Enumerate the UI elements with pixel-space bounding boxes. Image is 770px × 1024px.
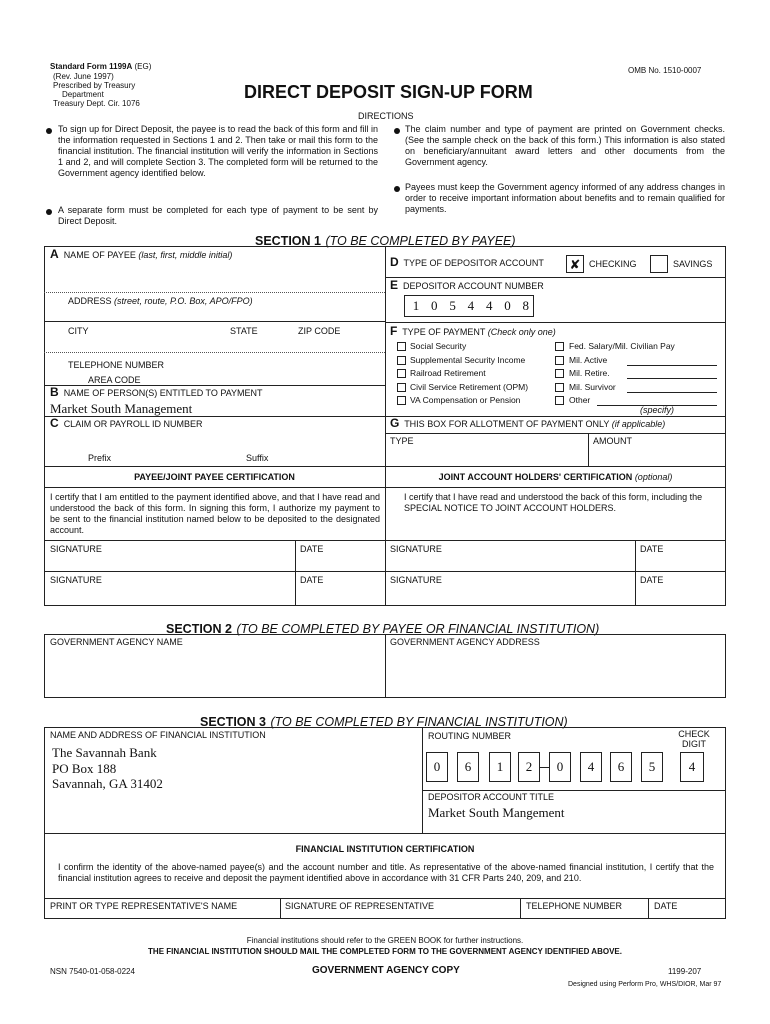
direction-2: A separate form must be completed for each type of payment to be sent by Direct Deposit.: [58, 205, 378, 226]
joint-cert-text: I certify that I have read and understood the back of this form, including the SPECIAL NOTICE TO JOINT ACCOUNT HOLDERS.: [404, 492, 703, 513]
field-allotment: G THIS BOX FOR ALLOTMENT OF PAYMENT ONLY (if applicable): [390, 416, 666, 430]
check-mark-icon: ✘: [569, 257, 581, 272]
routing-digit-box[interactable]: 2: [518, 752, 540, 782]
routing-digit-box[interactable]: 0: [549, 752, 571, 782]
fi-cert-text: I confirm the identity of the above-named payee(s) and the account number and title. As representative of the above-named financial institution, I certify that the financial institution agrees to receive and deposit the payment identified above in accordance with 31 CFR Parts 240, 209, and 210.: [58, 862, 714, 883]
payment-type-checkbox[interactable]: [397, 356, 406, 365]
bullet-icon: [394, 128, 400, 134]
payment-type-label: Civil Service Retirement (OPM): [410, 381, 529, 392]
field-state[interactable]: STATE: [230, 326, 258, 336]
payment-type-label: Fed. Salary/Mil. Civilian Pay: [569, 341, 675, 351]
routing-digit-box[interactable]: 0: [426, 752, 448, 782]
field-rep-name[interactable]: PRINT OR TYPE REPRESENTATIVE'S NAME: [50, 901, 238, 911]
payment-type-line[interactable]: [627, 378, 717, 379]
payment-type-checkbox[interactable]: [555, 342, 564, 351]
routing-digit-box[interactable]: 6: [610, 752, 632, 782]
payee-cert-text: I certify that I am entitled to the payment identified above, and that I have read and understood the back of this form. In signing this form, I authorize my payment to be sent to the financial institution named below to be deposited to the designated account.: [50, 492, 380, 535]
green-book-note: Financial institutions should refer to the GREEN BOOK for further instructions.: [246, 936, 524, 945]
joint-date-1[interactable]: DATE: [640, 544, 664, 554]
payee-date-2[interactable]: DATE: [300, 575, 324, 585]
joint-signature-1[interactable]: SIGNATURE: [390, 544, 442, 554]
check-digit-box[interactable]: 4: [680, 752, 704, 782]
bullet-icon: [46, 128, 52, 134]
bullet-icon: [394, 186, 400, 192]
routing-dash: [540, 767, 549, 768]
directions-heading: DIRECTIONS: [358, 111, 414, 121]
treasury-cir: Treasury Dept. Cir. 1076: [53, 99, 140, 108]
joint-date-2[interactable]: DATE: [640, 575, 664, 585]
field-account-number: E DEPOSITOR ACCOUNT NUMBER: [390, 278, 544, 292]
fi-po-box: PO Box 188: [52, 760, 117, 776]
designed-by: Designed using Perform Pro, WHS/DIOR, Mar 97: [568, 981, 722, 988]
nsn-number: NSN 7540-01-058-0224: [50, 967, 135, 976]
check-digit-label: CHECK DIGIT: [678, 729, 710, 749]
payment-type-label: Other: [569, 395, 591, 405]
field-rep-date[interactable]: DATE: [654, 901, 678, 911]
direction-4: Payees must keep the Government agency informed of any address changes in order to receive important information about benefits and to remain qualified for payments.: [405, 182, 725, 214]
specify-label: (specify): [640, 405, 675, 415]
checking-label: CHECKING: [589, 259, 637, 269]
fi-cert-title: FINANCIAL INSTITUTION CERTIFICATION: [295, 844, 475, 854]
copy-label: GOVERNMENT AGENCY COPY: [312, 965, 460, 976]
form-id: 1199-207: [668, 967, 702, 976]
field-payment-type: F TYPE OF PAYMENT (Check only one): [390, 324, 556, 338]
payment-type-checkbox[interactable]: [397, 342, 406, 351]
field-allotment-type[interactable]: TYPE: [390, 436, 414, 446]
section1-heading: SECTION 1 (TO BE COMPLETED BY PAYEE): [255, 234, 516, 248]
acct-title-label: DEPOSITOR ACCOUNT TITLE: [428, 792, 555, 802]
field-allotment-amount[interactable]: AMOUNT: [593, 436, 632, 446]
payment-type-label: VA Compensation or Pension: [410, 395, 521, 405]
field-telephone[interactable]: TELEPHONE NUMBER: [68, 360, 165, 370]
field-zip-code[interactable]: ZIP CODE: [298, 326, 341, 336]
field-agency-address[interactable]: GOVERNMENT AGENCY ADDRESS: [390, 637, 540, 647]
routing-number-label: ROUTING NUMBER: [428, 731, 511, 741]
routing-digit-box[interactable]: 5: [641, 752, 663, 782]
mail-notice: THE FINANCIAL INSTITUTION SHOULD MAIL THE COMPLETED FORM TO THE GOVERNMENT AGENCY IDENTIFIED ABOVE.: [148, 947, 622, 956]
field-city[interactable]: CITY: [68, 326, 89, 336]
payment-type-line[interactable]: [627, 392, 717, 393]
payee-date-1[interactable]: DATE: [300, 544, 324, 554]
field-claim-id[interactable]: C CLAIM OR PAYROLL ID NUMBER: [50, 416, 203, 430]
prescribed-dept: Department: [62, 90, 104, 99]
payment-type-label: Social Security: [410, 341, 467, 351]
account-digit: 0: [431, 298, 438, 313]
payee-signature-2[interactable]: SIGNATURE: [50, 575, 102, 585]
bullet-icon: [46, 209, 52, 215]
payment-type-label: Mil. Retire.: [569, 368, 610, 378]
form-number: Standard Form 1199A (EG): [50, 62, 152, 71]
checking-checkbox[interactable]: [566, 255, 584, 273]
account-digit: 4: [467, 298, 475, 313]
area-code-label: AREA CODE: [88, 375, 141, 385]
page-title: DIRECT DEPOSIT SIGN-UP FORM: [244, 82, 533, 102]
fi-address-block[interactable]: [52, 745, 163, 792]
account-digit: 0: [504, 298, 511, 313]
section2-heading: SECTION 2 (TO BE COMPLETED BY PAYEE OR FINANCIAL INSTITUTION): [166, 622, 600, 636]
revision: (Rev. June 1997): [53, 72, 114, 81]
payment-type-label: Mil. Active: [569, 354, 608, 365]
payment-type-checkbox[interactable]: [397, 369, 406, 378]
prefix-label: Prefix: [88, 453, 112, 463]
payment-type-label: Mil. Survivor: [569, 381, 616, 392]
routing-digit-box[interactable]: 1: [489, 752, 511, 782]
payment-type-label: Railroad Retirement: [410, 368, 486, 378]
field-address[interactable]: ADDRESS (street, route, P.O. Box, APO/FPO): [68, 296, 253, 306]
prescribed: Prescribed by Treasury: [53, 81, 136, 90]
field-agency-name[interactable]: GOVERNMENT AGENCY NAME: [50, 637, 183, 647]
payment-type-line[interactable]: [627, 365, 717, 366]
acct-title-value[interactable]: Market South Mangement: [428, 805, 565, 820]
account-digit: 1: [412, 298, 420, 313]
account-digit: 4: [485, 298, 493, 313]
fi-city-state: Savannah, GA 31402: [52, 776, 163, 791]
direction-3: The claim number and type of payment are printed on Government checks. (See the sample check on the back of this form.) This information is also stated on beneficiary/annuitant award letters and other documents from the Government agency.: [405, 124, 725, 167]
account-digit: 8: [522, 298, 530, 313]
field-rep-signature[interactable]: SIGNATURE OF REPRESENTATIVE: [285, 901, 435, 911]
joint-signature-2[interactable]: SIGNATURE: [390, 575, 442, 585]
field-name-of-payee[interactable]: A NAME OF PAYEE (last, first, middle initial): [50, 247, 233, 261]
direction-1: To sign up for Direct Deposit, the payee is to read the back of this form and fill in the information requested in Sections 1 and 2. Then take or mail this form to the financial institution. The financial institution will verify the information in Sections 1 and 2, and will complete Section 3. The completed form will be returned to the Government agency identified below.: [58, 124, 378, 178]
payment-type-checkbox[interactable]: [397, 396, 406, 405]
routing-digit-box[interactable]: 4: [580, 752, 602, 782]
section3-heading: SECTION 3 (TO BE COMPLETED BY FINANCIAL INSTITUTION): [200, 715, 568, 729]
field-account-type: D TYPE OF DEPOSITOR ACCOUNT: [390, 255, 544, 269]
routing-digit-box[interactable]: 6: [457, 752, 479, 782]
payment-type-checkbox[interactable]: [555, 396, 564, 405]
joint-cert-title: JOINT ACCOUNT HOLDERS' CERTIFICATION (optional): [438, 472, 673, 482]
savings-checkbox[interactable]: [650, 255, 668, 273]
payee-signature-1[interactable]: SIGNATURE: [50, 544, 102, 554]
savings-label: SAVINGS: [673, 259, 713, 269]
payment-type-checkbox[interactable]: [397, 383, 406, 392]
entitled-persons-value[interactable]: Market South Management: [50, 401, 193, 416]
payment-type-label: Supplemental Security Income: [410, 354, 526, 365]
suffix-label: Suffix: [246, 453, 269, 463]
omb-number: OMB No. 1510-0007: [628, 66, 702, 75]
field-fi-name-address[interactable]: NAME AND ADDRESS OF FINANCIAL INSTITUTION: [50, 730, 266, 740]
payment-type-checkbox[interactable]: [555, 383, 564, 392]
payment-type-checkbox[interactable]: [555, 369, 564, 378]
fi-name: The Savannah Bank: [52, 745, 157, 760]
payment-type-checkbox[interactable]: [555, 356, 564, 365]
account-digit: 5: [449, 298, 456, 313]
field-entitled-persons[interactable]: B NAME OF PERSON(S) ENTITLED TO PAYMENT: [50, 385, 263, 399]
payee-cert-title: PAYEE/JOINT PAYEE CERTIFICATION: [134, 472, 295, 482]
field-rep-telephone[interactable]: TELEPHONE NUMBER: [526, 901, 623, 911]
